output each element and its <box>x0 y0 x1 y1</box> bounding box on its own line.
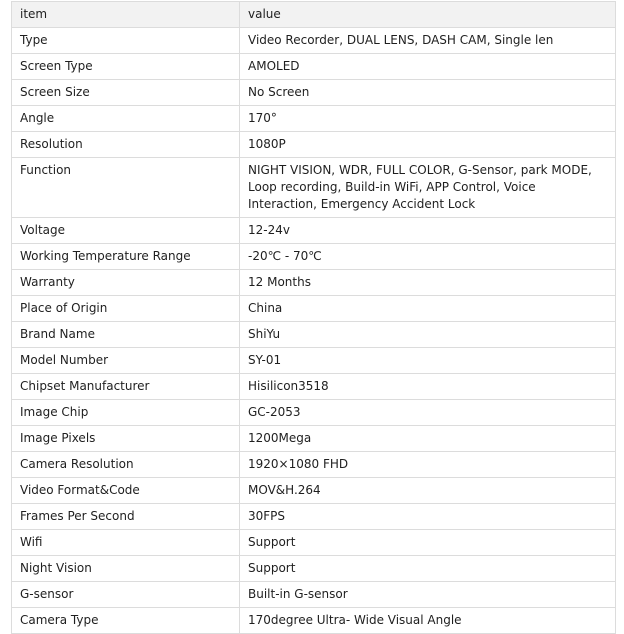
row-value-cell: 1920×1080 FHD <box>240 452 616 478</box>
row-value-cell: ShiYu <box>240 322 616 348</box>
table-row <box>12 158 616 218</box>
table-row <box>12 582 616 608</box>
row-value-cell: 1200Mega <box>240 426 616 452</box>
table-row <box>12 270 616 296</box>
row-item-cell: Chipset Manufacturer <box>12 374 240 400</box>
table-row <box>12 426 616 452</box>
table-row <box>12 28 616 54</box>
row-value-cell: No Screen <box>240 80 616 106</box>
table-row <box>12 218 616 244</box>
row-item-cell: Brand Name <box>12 322 240 348</box>
row-item-cell: Camera Resolution <box>12 452 240 478</box>
header-row <box>12 2 616 28</box>
row-value-cell: Hisilicon3518 <box>240 374 616 400</box>
table-row <box>12 400 616 426</box>
row-item-cell: Resolution <box>12 132 240 158</box>
row-item-cell: Wifi <box>12 530 240 556</box>
row-value-cell: China <box>240 296 616 322</box>
table-row <box>12 478 616 504</box>
row-value-cell: -20℃ - 70℃ <box>240 244 616 270</box>
table-row <box>12 296 616 322</box>
header-value: value <box>240 2 616 28</box>
row-item-cell: Camera Type <box>12 608 240 634</box>
table-row <box>12 80 616 106</box>
row-item-cell: Night Vision <box>12 556 240 582</box>
table-row <box>12 530 616 556</box>
table-row <box>12 54 616 80</box>
row-value-cell: 1080P <box>240 132 616 158</box>
table-row <box>12 244 616 270</box>
row-item-cell: Warranty <box>12 270 240 296</box>
row-item-cell: Video Format&Code <box>12 478 240 504</box>
row-value-cell: 30FPS <box>240 504 616 530</box>
row-item-cell: Type <box>12 28 240 54</box>
row-item-cell: Frames Per Second <box>12 504 240 530</box>
table-row <box>12 608 616 634</box>
row-value-cell: Support <box>240 530 616 556</box>
row-value-cell: 170degree Ultra- Wide Visual Angle <box>240 608 616 634</box>
row-item-cell: Working Temperature Range <box>12 244 240 270</box>
table-row <box>12 452 616 478</box>
row-item-cell: Screen Type <box>12 54 240 80</box>
row-value-cell: Video Recorder, DUAL LENS, DASH CAM, Single len <box>240 28 616 54</box>
row-value-cell: 12-24v <box>240 218 616 244</box>
row-item-cell: Screen Size <box>12 80 240 106</box>
row-value-cell: Support <box>240 556 616 582</box>
row-value-cell: 170° <box>240 106 616 132</box>
table-row <box>12 556 616 582</box>
header-item: item <box>12 2 240 28</box>
row-item-cell: Place of Origin <box>12 296 240 322</box>
table-row <box>12 322 616 348</box>
row-value-cell: GC-2053 <box>240 400 616 426</box>
spec-table <box>11 1 616 634</box>
table-row <box>12 106 616 132</box>
row-value-cell: NIGHT VISION, WDR, FULL COLOR, G-Sensor, park MODE, Loop recording, Build-in WiFi, APP Control, Voice Interaction, Emergency Accident Lock <box>240 158 616 218</box>
row-item-cell: Angle <box>12 106 240 132</box>
row-value-cell: SY-01 <box>240 348 616 374</box>
row-item-cell: Function <box>12 158 240 218</box>
row-value-cell: Built-in G-sensor <box>240 582 616 608</box>
table-header <box>12 2 616 28</box>
row-value-cell: AMOLED <box>240 54 616 80</box>
row-item-cell: Model Number <box>12 348 240 374</box>
table-row <box>12 348 616 374</box>
table-body <box>12 28 616 634</box>
row-item-cell: Image Pixels <box>12 426 240 452</box>
row-value-cell: 12 Months <box>240 270 616 296</box>
table-row <box>12 132 616 158</box>
table-row <box>12 374 616 400</box>
row-item-cell: Voltage <box>12 218 240 244</box>
table-row <box>12 504 616 530</box>
row-item-cell: Image Chip <box>12 400 240 426</box>
row-item-cell: G-sensor <box>12 582 240 608</box>
row-value-cell: MOV&H.264 <box>240 478 616 504</box>
